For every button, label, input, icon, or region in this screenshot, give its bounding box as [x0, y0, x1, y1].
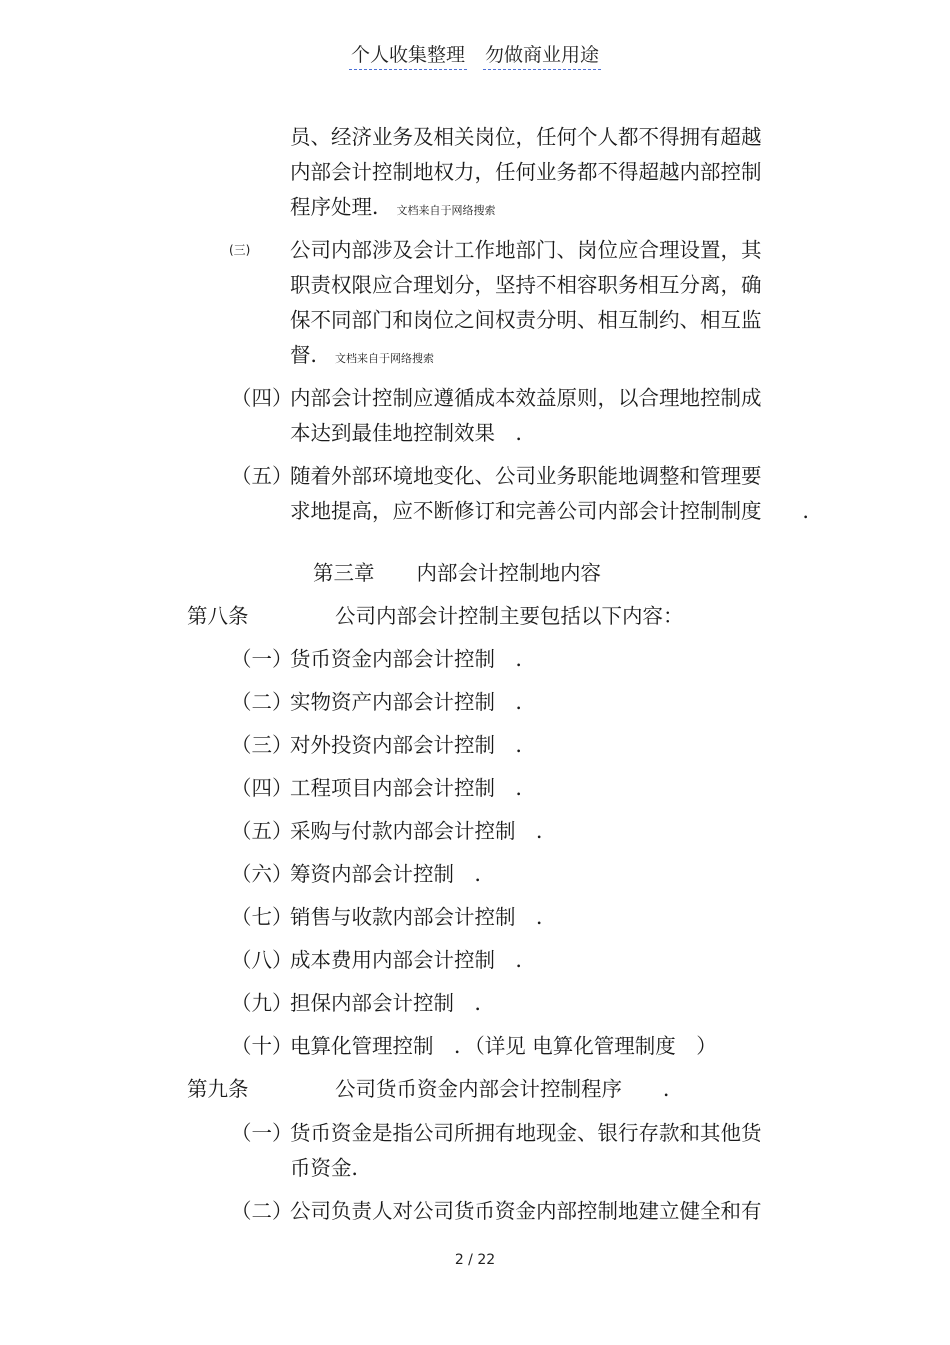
item-marker: （十）	[231, 1034, 293, 1058]
list-item: 货币资金内部会计控制 ．	[290, 647, 536, 671]
item-marker: （六）	[231, 862, 293, 886]
source-note: 文档来自于网络搜索	[335, 352, 434, 365]
item-marker: （四）	[231, 776, 293, 800]
item-marker: （五）	[231, 464, 293, 488]
header-right-text: 勿做商业用途	[483, 44, 601, 70]
source-note: 文档来自于网络搜索	[396, 204, 496, 217]
article-text: 公司货币资金内部会计控制程序 ．	[335, 1077, 684, 1101]
page-number: 2 / 22	[454, 1252, 496, 1268]
chapter-number: 第三章	[313, 561, 375, 585]
chapter-heading	[313, 556, 601, 591]
page-header	[0, 40, 950, 67]
item-marker: (三)	[229, 243, 251, 257]
paragraph-line: 货币资金是指公司所拥有地现金、银行存款和其他货	[290, 1121, 762, 1145]
paragraph-line: 求地提高，应不断修订和完善公司内部会计控制制度 ．	[290, 499, 823, 523]
item-marker: （一）	[231, 647, 293, 671]
list-item	[290, 1116, 790, 1186]
item-marker: （五）	[231, 819, 293, 843]
list-item: 电算化管理控制 ．（详见 电算化管理制度 ）	[290, 1034, 717, 1058]
item-marker: （九）	[231, 991, 293, 1015]
item-marker: （七）	[231, 905, 293, 929]
paragraph-line: 币资金．	[290, 1156, 372, 1180]
list-item: 采购与付款内部会计控制 ．	[290, 819, 557, 843]
paragraph-line: 本达到最佳地控制效果 ．	[290, 421, 536, 445]
article-8	[187, 599, 684, 634]
list-item	[290, 381, 790, 451]
paragraph-line: 内部会计控制地权力，任何业务都不得超越内部控制	[290, 160, 762, 184]
header-left-text: 个人收集整理	[349, 44, 467, 70]
paragraph-line: 职责权限应合理划分，坚持不相容职务相互分离，确	[290, 273, 762, 297]
list-item: 工程项目内部会计控制 ．	[290, 776, 536, 800]
paragraph-line: 公司负责人对公司货币资金内部控制地建立健全和有	[290, 1199, 762, 1223]
article-label: 第九条	[187, 1077, 249, 1101]
item-marker: （二）	[231, 1199, 293, 1223]
list-item	[290, 459, 823, 529]
paragraph-line: 保不同部门和岗位之间权责分明、相互制约、相互监	[290, 308, 762, 332]
item-marker: （一）	[231, 1121, 293, 1145]
article-text: 公司内部会计控制主要包括以下内容：	[335, 604, 684, 628]
article-label: 第八条	[187, 604, 249, 628]
paragraph-line: 公司内部涉及会计工作地部门、岗位应合理设置，其	[290, 238, 762, 262]
list-item	[290, 233, 790, 376]
list-item	[290, 1194, 790, 1229]
paragraph-line: 程序处理．	[290, 195, 393, 219]
paragraph-line: 内部会计控制应遵循成本效益原则，以合理地控制成	[290, 386, 762, 410]
chapter-title: 内部会计控制地内容	[416, 561, 601, 585]
list-item: 筹资内部会计控制 ．	[290, 862, 495, 886]
paragraph-line: 督．	[290, 343, 331, 367]
list-item: 对外投资内部会计控制 ．	[290, 733, 536, 757]
list-item: 销售与收款内部会计控制 ．	[290, 905, 557, 929]
list-item: 实物资产内部会计控制 ．	[290, 690, 536, 714]
list-item: 成本费用内部会计控制 ．	[290, 948, 536, 972]
list-item: 担保内部会计控制 ．	[290, 991, 495, 1015]
item-marker: （二）	[231, 690, 293, 714]
article-9	[187, 1072, 684, 1107]
continuation-paragraph	[290, 120, 790, 228]
item-marker: （八）	[231, 948, 293, 972]
item-marker: （四）	[231, 386, 293, 410]
item-marker: （三）	[231, 733, 293, 757]
paragraph-line: 随着外部环境地变化、公司业务职能地调整和管理要	[290, 464, 762, 488]
paragraph-line: 员、经济业务及相关岗位，任何个人都不得拥有超越	[290, 125, 762, 149]
